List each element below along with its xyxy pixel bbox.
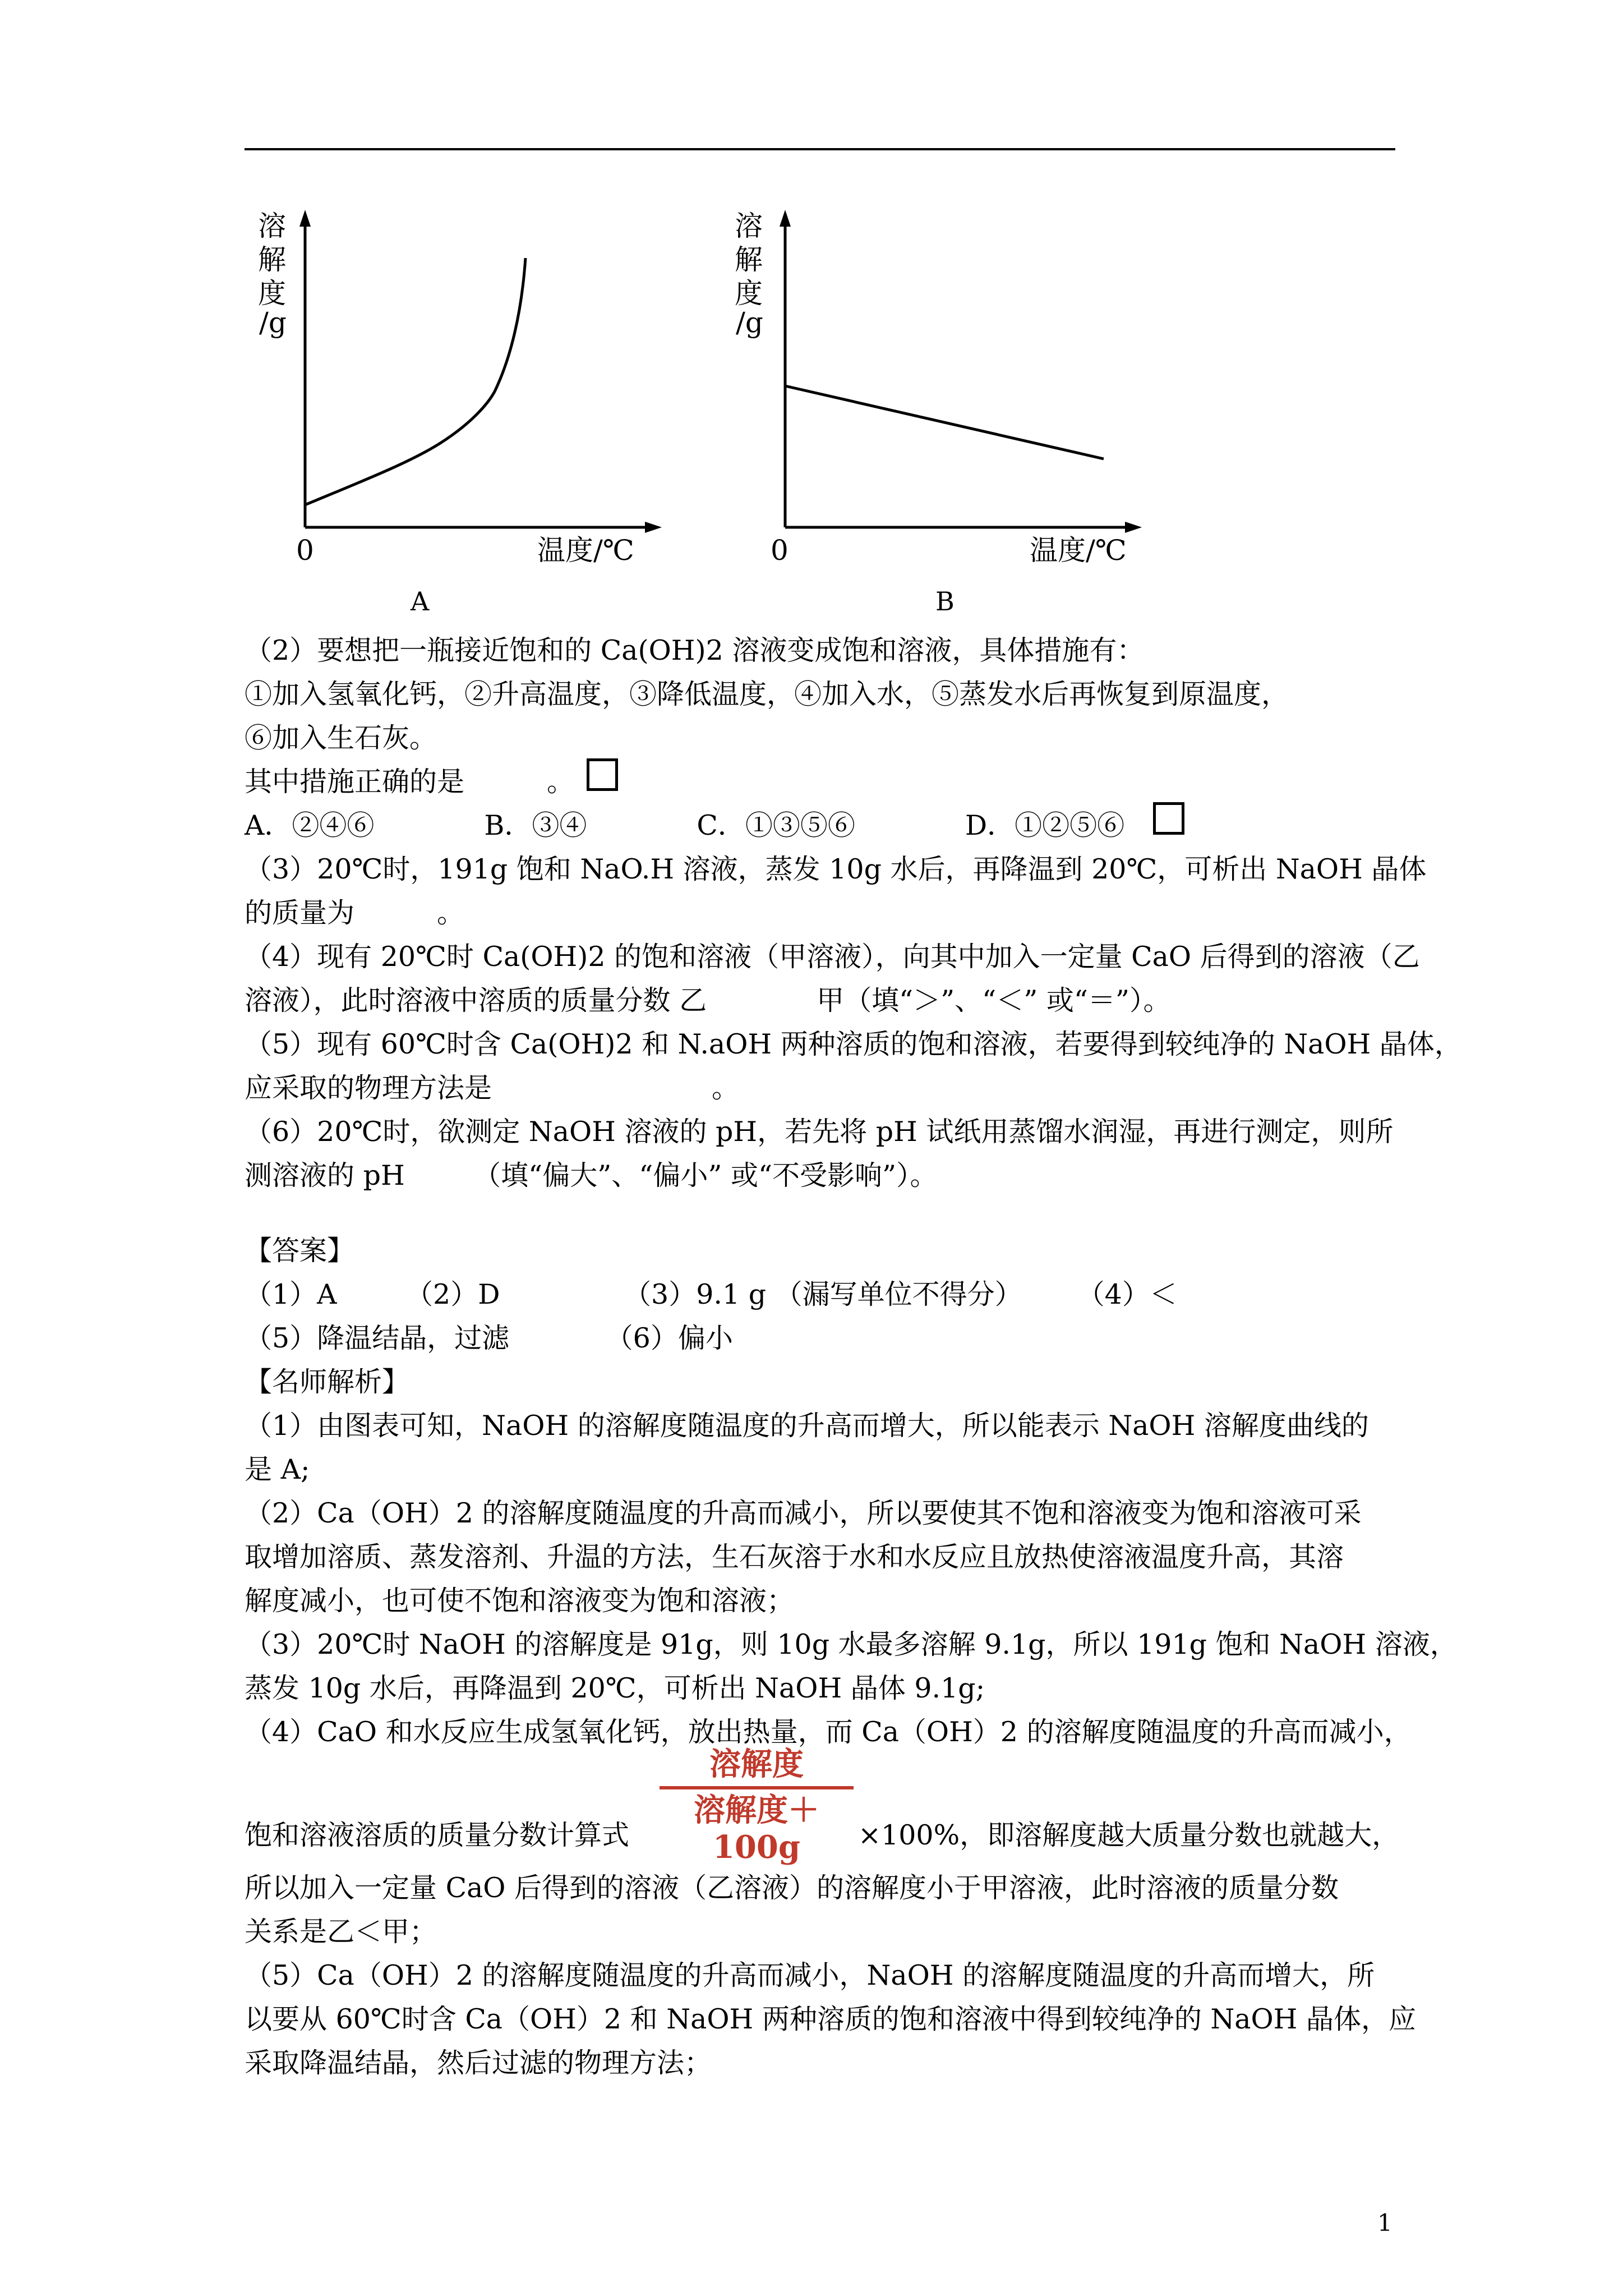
q2-options-line2: ⑥加入生石灰。 (245, 722, 437, 754)
graph-a-ylabel-2: 解 (258, 243, 286, 276)
analysis-3-line1: （3）20℃时 NaOH 的溶解度是 91g，则 10g 水最多溶解 9.1g，所以 191g 饱和 NaOH 溶液， (245, 1628, 1458, 1660)
graph-b-x-arrow (1125, 522, 1142, 533)
graph-b-ylabel-1: 溶 (735, 210, 763, 242)
graph-b-xlabel: 温度/℃ (1030, 534, 1127, 567)
graph-b-ylabel-4: /g (736, 306, 763, 339)
analysis-5-line2: 以要从 60℃时含 Ca（OH）2 和 NaOH 两种溶质的饱和溶液中得到较纯净的 NaOH 晶体，应 (245, 2003, 1416, 2035)
analysis-heading: 【名师解析】 (245, 1366, 410, 1398)
analysis-4-line1: （4）CaO 和水反应生成氢氧化钙，放出热量，而 Ca（OH）2 的溶解度随温度的升高而减小， (245, 1716, 1412, 1748)
graph-a-y-arrow (299, 210, 311, 227)
q4-line2: 溶液），此时溶液中溶质的质量分数 乙 甲（填“＞”、“＜” 或“＝”）。 (245, 984, 1171, 1016)
graph-a-ylabel-3: 度 (258, 277, 286, 310)
graph-b-ylabel-2: 解 (735, 243, 763, 276)
analysis-5-line1: （5）Ca（OH）2 的溶解度随温度的升高而减小，NaOH 的溶解度随温度的升高而增大，所 (245, 1959, 1375, 1991)
q2-intro: （2）要想把一瓶接近饱和的 Ca(OH)2 溶液变成饱和溶液，具体措施有： (245, 634, 1145, 666)
answer-box (1153, 802, 1184, 835)
analysis-5-line3: 采取降温结晶，然后过滤的物理方法； (245, 2047, 712, 2079)
answer-line1: （1）A （2）D （3）9.1 g （漏写单位不得分） （4）＜ (245, 1278, 1177, 1310)
fraction-numerator: 溶解度 (709, 1746, 804, 1783)
analysis-4-line4: 关系是乙＜甲； (245, 1916, 437, 1948)
q2-options-line1: ①加入氢氧化钙，②升高温度，③降低温度，④加入水，⑤蒸发水后再恢复到原温度， (245, 678, 1289, 710)
graph-b-curve (785, 386, 1104, 459)
formula-prefix: 饱和溶液溶质的质量分数计算式 (245, 1819, 630, 1851)
page-number: 1 (1377, 2209, 1393, 2237)
q4-line1: （4）现有 20℃时 Ca(OH)2 的饱和溶液（甲溶液），向其中加入一定量 CaO 后得到的溶液（乙 (245, 941, 1420, 973)
q6-line1: （6）20℃时，欲测定 NaOH 溶液的 pH，若先将 pH 试纸用蒸馏水润湿，再进行测定，则所 (245, 1116, 1394, 1148)
answer-box (587, 758, 618, 791)
q2-choices: A．②④⑥ B．③④ C．①③⑤⑥ D．①②⑤⑥ (245, 809, 1125, 841)
graph-b-y-arrow (780, 210, 791, 227)
answer-line2: （5）降温结晶，过滤 （6）偏小 (245, 1322, 733, 1354)
q2-prompt: 其中措施正确的是 。 (245, 766, 575, 798)
solubility-fraction (660, 1746, 854, 1866)
graph-a-origin: 0 (296, 534, 314, 567)
graph-a (247, 202, 684, 628)
graph-b (727, 202, 1164, 628)
graph-a-ylabel-4: /g (259, 306, 287, 339)
q3-line2: 的质量为 。 (245, 897, 465, 929)
q5-line2: 应采取的物理方法是 。 (245, 1072, 740, 1104)
graph-b-caption: B (935, 586, 955, 616)
analysis-1-line2: 是 A; (245, 1453, 310, 1485)
q6-line2: 测溶液的 pH （填“偏大”、“偏小” 或“不受影响”）。 (245, 1159, 938, 1191)
graph-a-caption: A (411, 586, 430, 616)
graph-a-x-arrow (645, 522, 662, 533)
graph-b-ylabel-3: 度 (735, 277, 763, 310)
header-rule (245, 148, 1395, 150)
graph-a-ylabel-1: 溶 (258, 210, 286, 242)
analysis-2-line2: 取增加溶质、蒸发溶剂、升温的方法，生石灰溶于水和水反应且放热使溶液温度升高，其溶 (245, 1541, 1344, 1573)
graph-a-curve (305, 258, 525, 505)
analysis-2-line3: 解度减小，也可使不饱和溶液变为饱和溶液； (245, 1585, 795, 1617)
graph-a-xlabel: 温度/℃ (537, 534, 634, 567)
analysis-4-line3: 所以加入一定量 CaO 后得到的溶液（乙溶液）的溶解度小于甲溶液，此时溶液的质量分数 (245, 1872, 1339, 1904)
fraction-denominator: 溶解度＋100g (694, 1792, 819, 1866)
analysis-3-line2: 蒸发 10g 水后，再降温到 20℃，可析出 NaOH 晶体 9.1g; (245, 1672, 985, 1704)
analysis-1-line1: （1）由图表可知，NaOH 的溶解度随温度的升高而增大，所以能表示 NaOH 溶解度曲线的 (245, 1410, 1369, 1442)
answer-heading: 【答案】 (245, 1235, 355, 1267)
formula-suffix: ×100%，即溶解度越大质量分数也就越大， (858, 1819, 1400, 1851)
graph-b-origin: 0 (771, 534, 789, 567)
analysis-2-line1: （2）Ca（OH）2 的溶解度随温度的升高而减小，所以要使其不饱和溶液变为饱和溶液可采 (245, 1497, 1362, 1529)
q3-line1: （3）20℃时，191g 饱和 NaO.H 溶液，蒸发 10g 水后，再降温到 20℃，可析出 NaOH 晶体 (245, 853, 1427, 885)
q5-line1: （5）现有 60℃时含 Ca(OH)2 和 N.aOH 两种溶质的饱和溶液，若要得到较纯净的 NaOH 晶体， (245, 1028, 1462, 1060)
